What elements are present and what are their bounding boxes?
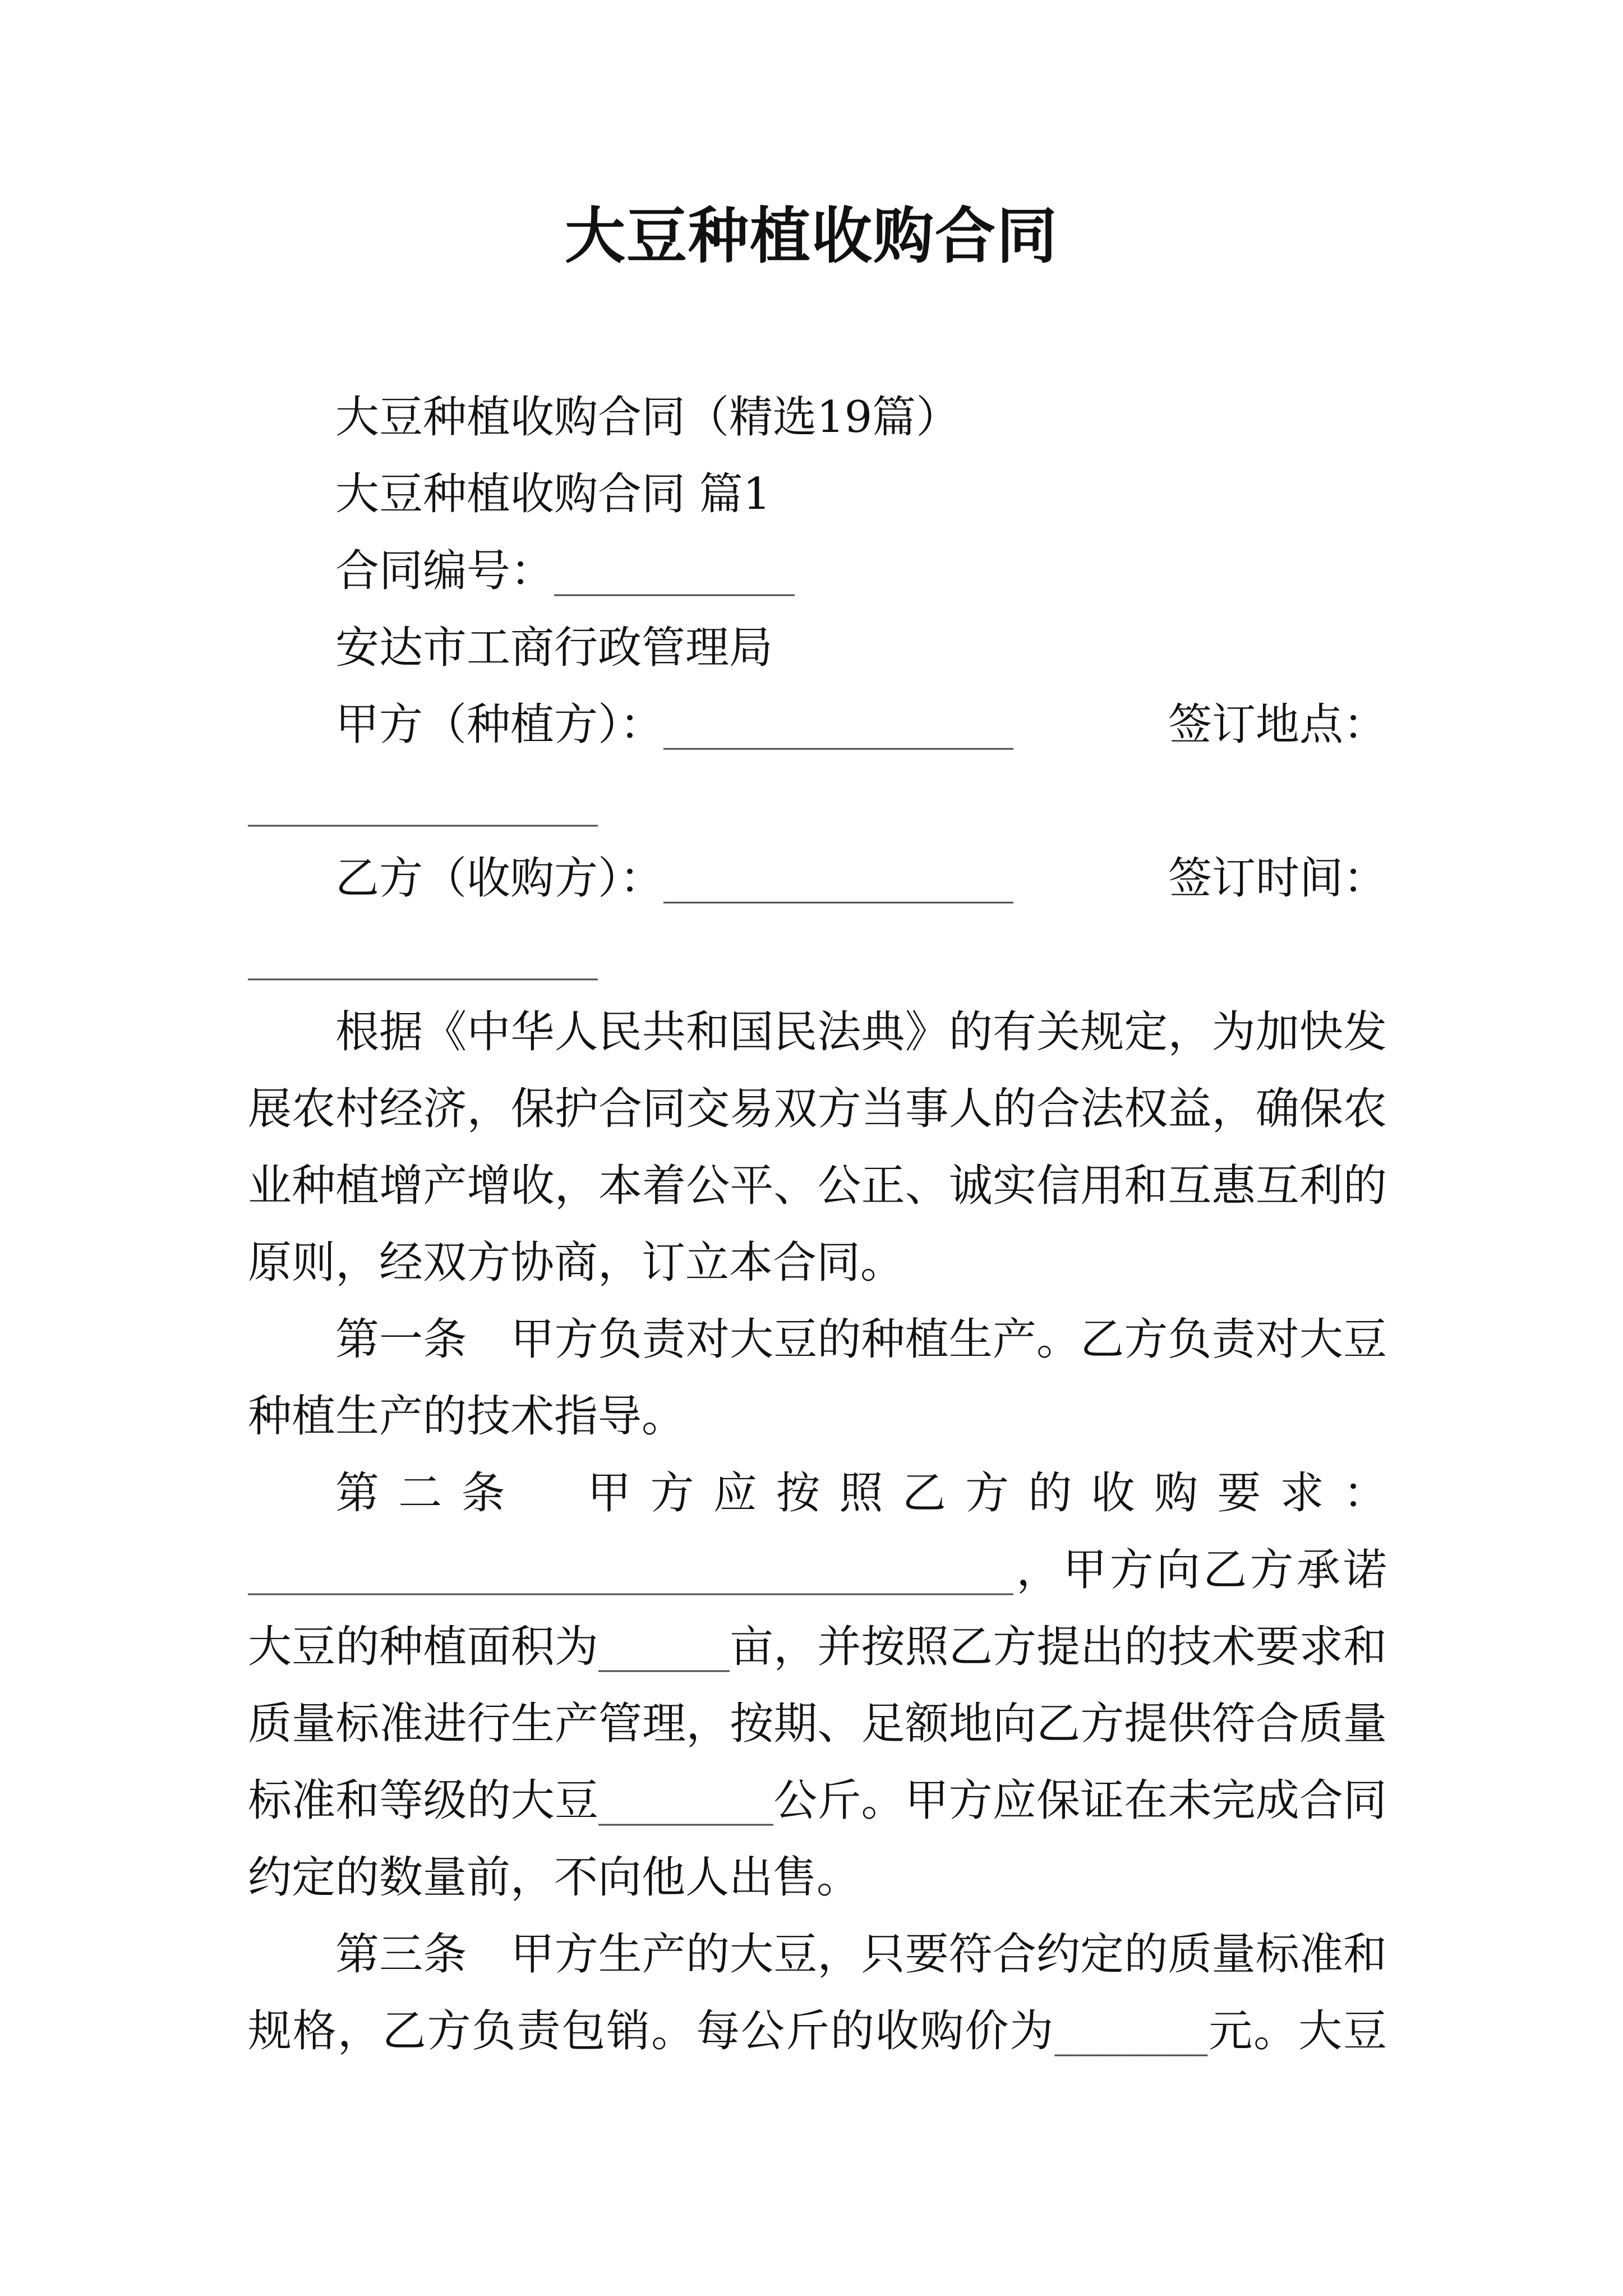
article-2-text: 亩，并按照乙方提出的技术要求和 (730, 1622, 1387, 1672)
preamble-line: 根据《中华人民共和国民法典》的有关规定，为加快发 (335, 1007, 1387, 1057)
article-1-line: 第一条 甲方负责对大豆的种植生产。乙方负责对大豆 (335, 1314, 1387, 1365)
preamble-line: 业种植增产增收，本着公平、公正、诚实信用和互惠互利的 (248, 1161, 1387, 1211)
signing-time-label: 签订时间： (1168, 853, 1387, 904)
contract-number-blank: ___________ (554, 546, 795, 596)
article-2-line (248, 1763, 1387, 1839)
party-a-group (335, 687, 1013, 763)
section-heading: 大豆种植收购合同 篇1 (335, 469, 771, 519)
article-2-text: 标准和等级的大豆 (248, 1775, 599, 1826)
contract-number-line (248, 533, 1387, 610)
document-title: 大豆种植收购合同 (564, 201, 1058, 272)
document-body (248, 379, 1387, 2070)
article-2-text: ，甲方向乙方承诺 (1013, 1545, 1387, 1595)
issuing-authority: 安达市工商行政管理局 (335, 623, 773, 673)
purchase-requirements-blank: ___________________________________ (248, 1545, 1013, 1595)
signing-time-blank: ________________ (248, 930, 598, 981)
preamble-line: 展农村经济，保护合同交易双方当事人的合法权益，确保农 (248, 1084, 1387, 1134)
planting-area-blank: ______ (598, 1622, 730, 1672)
preamble-line: 原则，经双方协商，订立本合同。 (248, 1237, 905, 1288)
party-a-label: 甲方（种植方）： (335, 700, 664, 750)
article-2-line (248, 1609, 1387, 1686)
signing-time-line (248, 917, 1387, 994)
soybean-quantity-blank: ________ (598, 1775, 774, 1826)
party-b-group (335, 840, 1013, 917)
article-2-text: 大豆的种植面积为 (248, 1622, 599, 1672)
signing-place-line (248, 763, 1387, 840)
article-2-line: 约定的数量前，不向他人出售。 (248, 1852, 861, 1903)
article-3-line (248, 1993, 1387, 2070)
signing-place-blank: ________________ (248, 776, 598, 827)
article-2-text: 公斤。甲方应保证在未完成合同 (773, 1775, 1387, 1826)
party-b-line (248, 840, 1387, 917)
article-2-line: 第二条 甲方应按照乙方的收购要求： (335, 1468, 1387, 1519)
party-b-label: 乙方（收购方）： (335, 853, 664, 904)
party-a-name-blank: ________________ (663, 700, 1014, 750)
article-2-line: 质量标准进行生产管理，按期、足额地向乙方提供符合质量 (248, 1699, 1387, 1749)
contract-number-label: 合同编号： (335, 546, 555, 596)
party-a-line (248, 687, 1387, 763)
article-1-line: 种植生产的技术指导。 (248, 1391, 686, 1442)
signing-place-label: 签订地点： (1168, 700, 1387, 750)
article-3-line: 第三条 甲方生产的大豆，只要符合约定的质量标准和 (335, 1929, 1387, 1980)
party-b-name-blank: ________________ (663, 853, 1014, 904)
article-3-text: 规格，乙方负责包销。每公斤的收购价为 (248, 2006, 1055, 2056)
document-subtitle: 大豆种植收购合同（精选19篇） (335, 392, 960, 443)
article-3-text: 元。大豆 (1207, 2006, 1387, 2056)
purchase-price-blank: _______ (1054, 2006, 1208, 2056)
article-2-line (248, 1532, 1387, 1609)
